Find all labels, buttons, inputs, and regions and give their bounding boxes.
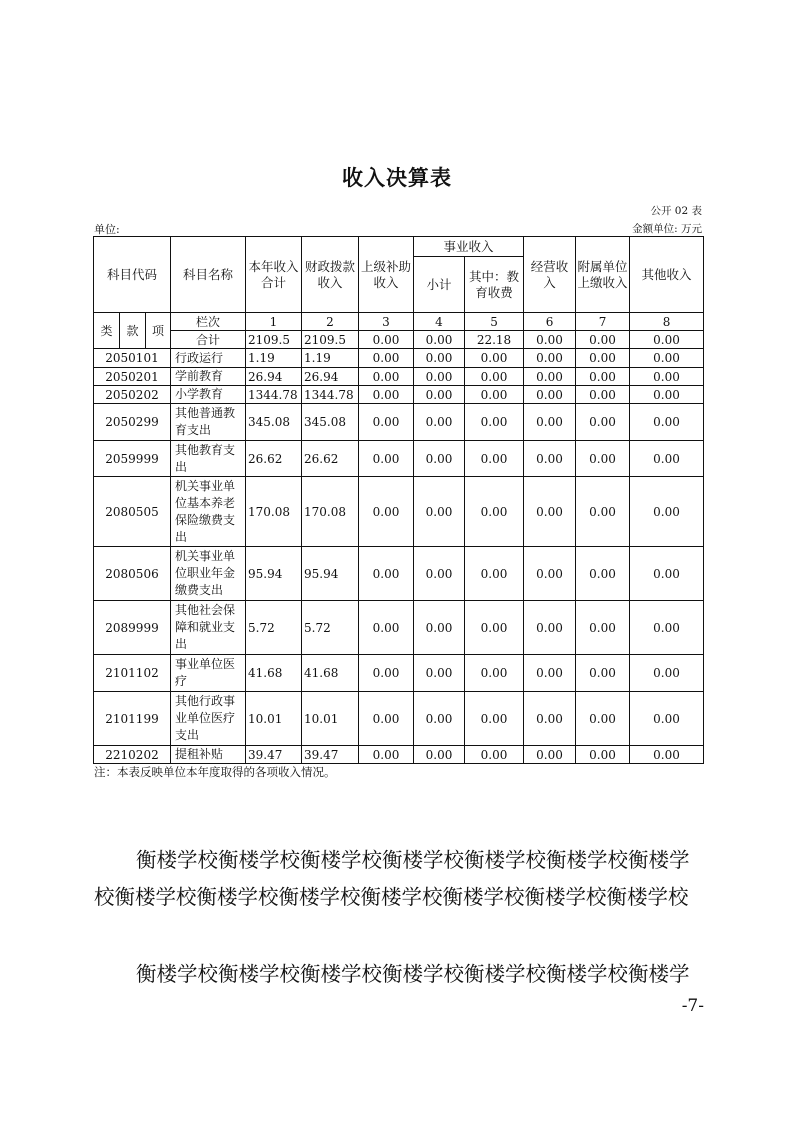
amount-cell: 0.00 [359, 368, 414, 386]
amount-cell: 0.00 [414, 655, 465, 692]
amount-cell: 26.62 [246, 441, 302, 477]
amount-cell: 0.00 [465, 441, 524, 477]
amount-cell: 0.00 [359, 746, 414, 764]
subject-code-cell: 2101199 [94, 692, 171, 746]
amount-cell: 0.00 [359, 404, 414, 441]
subject-name-cell: 学前教育 [171, 368, 246, 386]
amount-cell: 95.94 [246, 547, 302, 601]
col-number: 3 [359, 313, 414, 331]
col-number: 5 [465, 313, 524, 331]
table-row [94, 477, 704, 547]
amount-cell: 10.01 [246, 692, 302, 746]
total-label: 合计 [171, 331, 246, 349]
amount-cell: 0.00 [576, 692, 630, 746]
header-total-income: 本年收入合计 [246, 237, 302, 313]
amount-cell: 0.00 [359, 477, 414, 547]
amount-cell: 0.00 [359, 692, 414, 746]
subject-code-cell: 2080505 [94, 477, 171, 547]
table-row [94, 692, 704, 746]
header-fiscal-allocation: 财政拨款收入 [302, 237, 359, 313]
subject-name-cell: 其他行政事业单位医疗支出 [171, 692, 246, 746]
amount-cell: 0.00 [465, 404, 524, 441]
col-number: 1 [246, 313, 302, 331]
amount-cell: 0.00 [359, 655, 414, 692]
amount-cell: 0.00 [630, 692, 704, 746]
header-operating-income: 经营收入 [524, 237, 576, 313]
total-row [94, 331, 704, 349]
subject-code-cell: 2080506 [94, 547, 171, 601]
amount-cell: 0.00 [414, 441, 465, 477]
amount-cell: 0.00 [465, 547, 524, 601]
amount-cell: 5.72 [302, 601, 359, 655]
amount-cell: 1344.78 [302, 386, 359, 404]
amount-cell: 0.00 [359, 601, 414, 655]
amount-cell: 0.00 [359, 349, 414, 368]
amount-cell: 41.68 [302, 655, 359, 692]
header-xiang: 项 [146, 313, 171, 349]
amount-cell: 26.62 [302, 441, 359, 477]
table-note: 注：本表反映单位本年度取得的各项收入情况。 [94, 765, 336, 779]
amount-cell: 0.00 [630, 655, 704, 692]
amount-cell: 39.47 [302, 746, 359, 764]
amount-cell: 0.00 [414, 477, 465, 547]
amount-cell: 0.00 [630, 349, 704, 368]
amount-cell: 0.00 [630, 746, 704, 764]
amount-cell: 0.00 [465, 655, 524, 692]
amount-cell: 0.00 [524, 349, 576, 368]
amount-cell: 0.00 [630, 441, 704, 477]
watermark-line: 衡楼学校衡楼学校衡楼学校衡楼学校衡楼学校衡楼学校衡楼学 [136, 962, 690, 986]
subject-name-cell: 事业单位医疗 [171, 655, 246, 692]
header-business-income: 事业收入 [414, 237, 524, 257]
col-number: 2 [302, 313, 359, 331]
table-row [94, 547, 704, 601]
amount-cell: 0.00 [524, 368, 576, 386]
amount-cell: 0.00 [414, 746, 465, 764]
col-number: 8 [630, 313, 704, 331]
table-row [94, 441, 704, 477]
subject-name-cell: 机关事业单位职业年金缴费支出 [171, 547, 246, 601]
amount-cell: 0.00 [465, 477, 524, 547]
amount-cell: 0.00 [465, 601, 524, 655]
table-row [94, 746, 704, 764]
table-row [94, 368, 704, 386]
amount-cell: 39.47 [246, 746, 302, 764]
amount-cell: 0.00 [465, 349, 524, 368]
total-cell: 0.00 [359, 331, 414, 349]
col-number: 4 [414, 313, 465, 331]
subject-code-cell: 2050202 [94, 386, 171, 404]
total-cell: 0.00 [414, 331, 465, 349]
amount-cell: 0.00 [576, 655, 630, 692]
amount-cell: 0.00 [524, 477, 576, 547]
amount-cell: 0.00 [414, 547, 465, 601]
income-table [93, 236, 704, 764]
amount-cell: 5.72 [246, 601, 302, 655]
amount-cell: 0.00 [576, 441, 630, 477]
unit-label: 单位: [94, 223, 120, 236]
amount-cell: 0.00 [524, 655, 576, 692]
subject-code-cell: 2089999 [94, 601, 171, 655]
subject-name-cell: 其他普通教育支出 [171, 404, 246, 441]
total-cell: 2109.5 [302, 331, 359, 349]
amount-cell: 0.00 [524, 692, 576, 746]
header-other-income: 其他收入 [630, 237, 704, 313]
amount-cell: 95.94 [302, 547, 359, 601]
amount-cell: 0.00 [465, 368, 524, 386]
amount-cell: 170.08 [302, 477, 359, 547]
amount-cell: 0.00 [359, 547, 414, 601]
amount-cell: 0.00 [414, 692, 465, 746]
form-number: 公开 02 表 [650, 205, 702, 217]
subject-code-cell: 2059999 [94, 441, 171, 477]
table-row [94, 655, 704, 692]
amount-cell: 170.08 [246, 477, 302, 547]
amount-cell: 0.00 [576, 404, 630, 441]
amount-cell: 0.00 [630, 404, 704, 441]
header-lei: 类 [94, 313, 120, 349]
amount-cell: 0.00 [465, 746, 524, 764]
amount-cell: 26.94 [246, 368, 302, 386]
amount-unit: 金额单位: 万元 [632, 223, 702, 235]
amount-cell: 0.00 [630, 477, 704, 547]
amount-cell: 0.00 [414, 404, 465, 441]
total-cell: 0.00 [576, 331, 630, 349]
table-row [94, 601, 704, 655]
amount-cell: 0.00 [359, 441, 414, 477]
amount-cell: 0.00 [630, 601, 704, 655]
subject-code-cell: 2101102 [94, 655, 171, 692]
header-affiliate-income: 附属单位上缴收入 [576, 237, 630, 313]
amount-cell: 0.00 [524, 404, 576, 441]
subject-name-cell: 小学教育 [171, 386, 246, 404]
amount-cell: 0.00 [576, 386, 630, 404]
page-number: -7- [681, 996, 704, 1016]
amount-cell: 1.19 [246, 349, 302, 368]
table-row [94, 386, 704, 404]
header-code: 科目代码 [94, 237, 171, 313]
page-title: 收入决算表 [342, 166, 452, 190]
subject-name-cell: 行政运行 [171, 349, 246, 368]
watermark-line: 校衡楼学校衡楼学校衡楼学校衡楼学校衡楼学校衡楼学校衡楼学校 [94, 885, 689, 909]
subject-code-cell: 2050299 [94, 404, 171, 441]
subject-code-cell: 2050101 [94, 349, 171, 368]
amount-cell: 0.00 [630, 547, 704, 601]
amount-cell: 0.00 [630, 368, 704, 386]
amount-cell: 0.00 [524, 746, 576, 764]
amount-cell: 0.00 [576, 368, 630, 386]
table-row [94, 349, 704, 368]
col-number: 6 [524, 313, 576, 331]
amount-cell: 0.00 [465, 386, 524, 404]
amount-cell: 0.00 [359, 386, 414, 404]
header-name: 科目名称 [171, 237, 246, 313]
amount-cell: 345.08 [246, 404, 302, 441]
col-number: 7 [576, 313, 630, 331]
amount-cell: 0.00 [524, 601, 576, 655]
amount-cell: 0.00 [524, 441, 576, 477]
amount-cell: 0.00 [524, 547, 576, 601]
header-subtotal: 小计 [414, 257, 465, 313]
total-cell: 0.00 [524, 331, 576, 349]
header-lanci: 栏次 [171, 313, 246, 331]
subject-name-cell: 机关事业单位基本养老保险缴费支出 [171, 477, 246, 547]
subject-name-cell: 其他教育支出 [171, 441, 246, 477]
header-education-fee: 其中：教育收费 [465, 257, 524, 313]
table-row [94, 404, 704, 441]
total-cell: 2109.5 [246, 331, 302, 349]
amount-cell: 0.00 [576, 477, 630, 547]
header-kuan: 款 [120, 313, 146, 349]
amount-cell: 26.94 [302, 368, 359, 386]
amount-cell: 0.00 [414, 386, 465, 404]
amount-cell: 41.68 [246, 655, 302, 692]
amount-cell: 0.00 [414, 368, 465, 386]
amount-cell: 345.08 [302, 404, 359, 441]
amount-cell: 0.00 [414, 349, 465, 368]
amount-cell: 0.00 [465, 692, 524, 746]
amount-cell: 1.19 [302, 349, 359, 368]
amount-cell: 0.00 [630, 386, 704, 404]
subject-name-cell: 提租补贴 [171, 746, 246, 764]
amount-cell: 1344.78 [246, 386, 302, 404]
subject-code-cell: 2210202 [94, 746, 171, 764]
watermark-line: 衡楼学校衡楼学校衡楼学校衡楼学校衡楼学校衡楼学校衡楼学 [136, 848, 690, 872]
amount-cell: 10.01 [302, 692, 359, 746]
amount-cell: 0.00 [414, 601, 465, 655]
amount-cell: 0.00 [576, 746, 630, 764]
amount-cell: 0.00 [524, 386, 576, 404]
subject-code-cell: 2050201 [94, 368, 171, 386]
total-cell: 0.00 [630, 331, 704, 349]
header-superior-subsidy: 上级补助收入 [359, 237, 414, 313]
amount-cell: 0.00 [576, 547, 630, 601]
amount-cell: 0.00 [576, 601, 630, 655]
subject-name-cell: 其他社会保障和就业支出 [171, 601, 246, 655]
amount-cell: 0.00 [576, 349, 630, 368]
total-cell: 22.18 [465, 331, 524, 349]
